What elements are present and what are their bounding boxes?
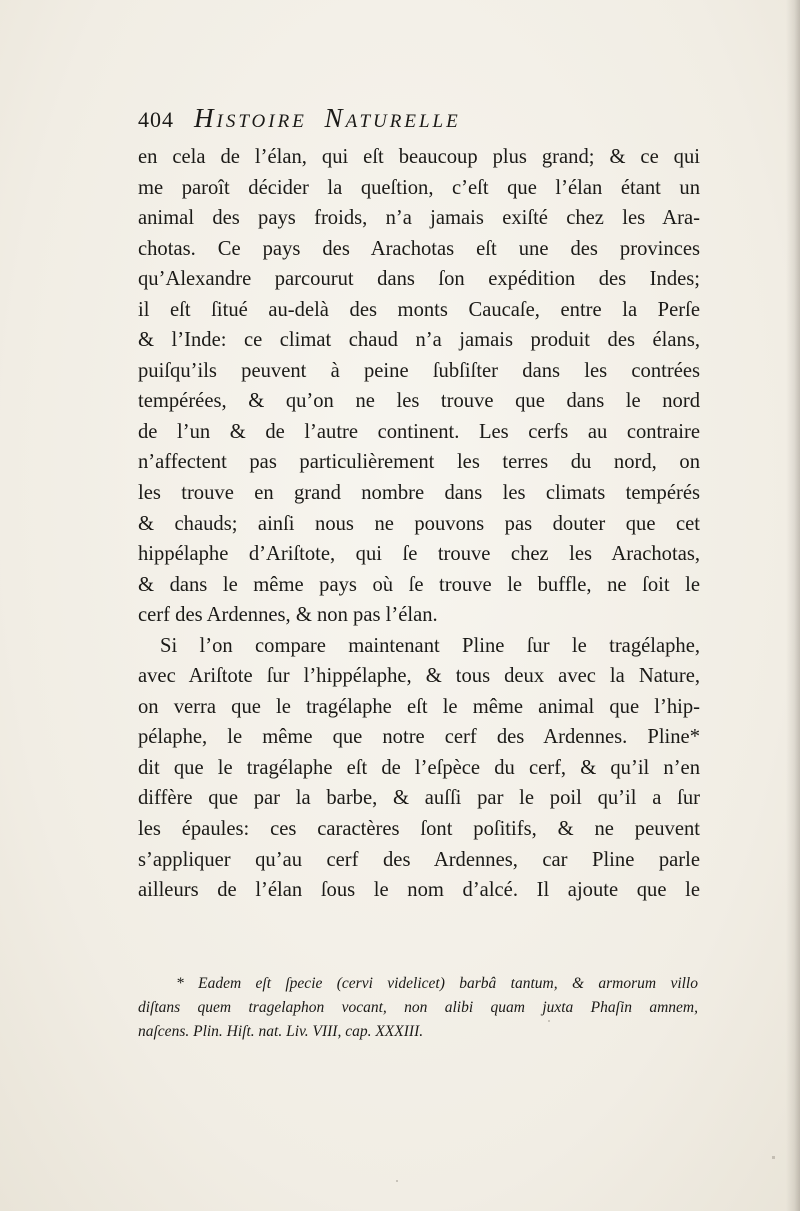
text-line: hippélaphe d’Ariſtote, qui ſe trouve chez les Arachotas, — [138, 543, 700, 566]
page-edge-shadow — [786, 0, 800, 1211]
text-line: Si l’on compare maintenant Pline ſur le tragélaphe, — [160, 634, 700, 657]
footnote-line: diſtans quem tragelaphon vocant, non alibi quam juxta Phaſin amnem, — [138, 999, 698, 1016]
text-line: en cela de l’élan, qui eſt beaucoup plus grand; & ce qui — [138, 146, 700, 168]
ink-speck — [396, 1180, 398, 1182]
text-line: & l’Inde: ce climat chaud n’a jamais produit des élans, — [138, 329, 700, 352]
text-line: & chauds; ainſi nous ne pouvons pas douter que cet — [138, 512, 700, 535]
text-line: me paroît décider la queſtion, c’eſt que l’élan étant un — [138, 176, 700, 199]
text-line: on verra que le tragélaphe eſt le même animal que l’hip- — [138, 695, 700, 718]
text-line: pélaphe, le même que notre cerf des Ardennes. Pline* — [138, 726, 700, 749]
footnote-line: * Eadem eſt ſpecie (cervi videlicet) barbâ tantum, & armorum villo — [176, 975, 698, 992]
running-title: Histoire Naturelle — [194, 103, 461, 133]
text-line: avec Ariſtote ſur l’hippélaphe, & tous deux avec la Nature, — [138, 665, 700, 688]
ink-speck — [772, 1156, 775, 1159]
text-line: tempérées, & qu’on ne les trouve que dans le nord — [138, 390, 700, 413]
text-line: diffère que par la barbe, & auſſi par le poil qu’il a ſur — [138, 787, 700, 810]
text-line: les trouve en grand nombre dans les climats tempérés — [138, 482, 700, 505]
text-line: n’affectent pas particulièrement les terres du nord, on — [138, 451, 700, 474]
text-line: cerf des Ardennes, & non pas l’élan. — [138, 604, 438, 627]
text-line: & dans le même pays où ſe trouve le buffle, ne ſoit le — [138, 573, 700, 596]
text-line: puiſqu’ils peuvent à peine ſubſiſter dans les contrées — [138, 359, 700, 382]
text-line: chotas. Ce pays des Arachotas eſt une des provinces — [138, 237, 700, 260]
footnote-line: naſcens. Plin. Hiſt. nat. Liv. VIII, cap. XXXIII. — [138, 1023, 424, 1040]
text-line: qu’Alexandre parcourut dans ſon expédition des Indes; — [138, 268, 700, 291]
text-line: dit que le tragélaphe eſt de l’eſpèce du cerf, & qu’il n’en — [138, 756, 700, 779]
page-number: 404 — [138, 107, 174, 132]
text-line: s’appliquer qu’au cerf des Ardennes, car Pline parle — [138, 848, 700, 871]
text-line: animal des pays froids, n’a jamais exiſté chez les Ara- — [138, 207, 700, 230]
text-line: les épaules: ces caractères ſont poſitifs, & ne peuvent — [138, 818, 700, 841]
footnote — [138, 972, 698, 1044]
text-line: il eſt ſitué au-delà des monts Caucaſe, entre la Perſe — [138, 298, 700, 321]
text-line: de l’un & de l’autre continent. Les cerfs au contraire — [138, 420, 700, 443]
body-text — [138, 142, 700, 906]
text-line: ailleurs de l’élan ſous le nom d’alcé. Il ajoute que le — [138, 879, 700, 902]
page-header — [138, 103, 698, 139]
